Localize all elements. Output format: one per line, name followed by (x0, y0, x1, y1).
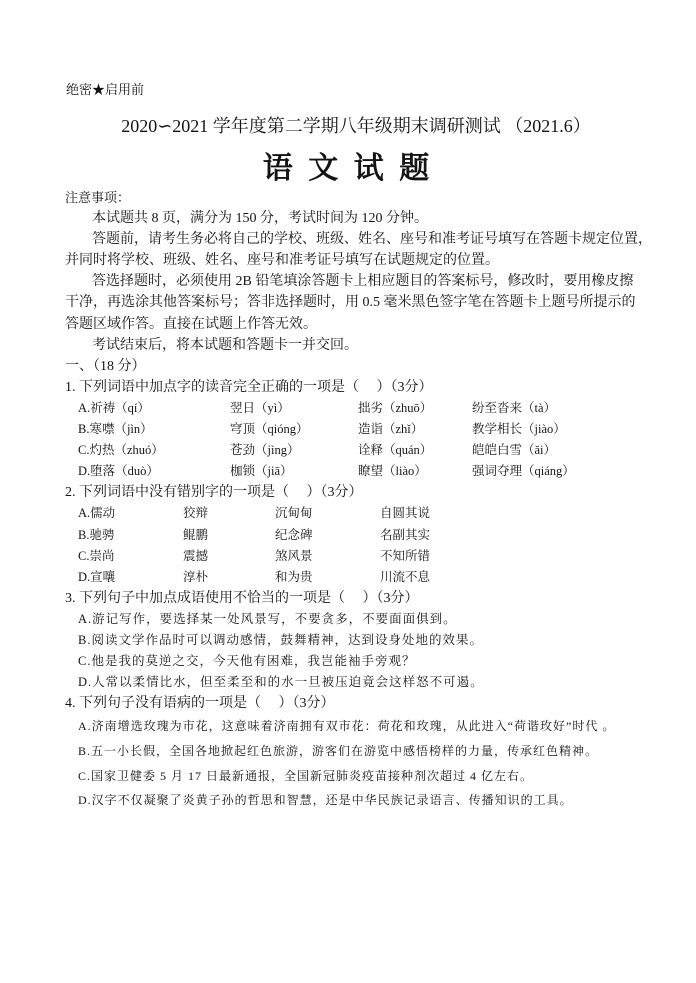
option-word: 和为贵 (275, 569, 313, 584)
option-word: 翌日（yì） (230, 400, 290, 415)
option-word: 瞭望（liào） (358, 464, 427, 479)
option-word: 淳朴 (183, 569, 209, 584)
question-1-option-row (65, 419, 675, 440)
question-3-option: D.人常以柔情比水，但至柔至和的水一旦被压迫竟会这样怒不可遏。 (78, 675, 484, 690)
notice-line: 答题区域作答。直接在试题上作答无效。 (65, 316, 317, 332)
option-word: D.堕落（duò） (78, 464, 159, 479)
option-word: 沉甸甸 (275, 506, 313, 521)
option-word: A.儒动 (78, 506, 116, 521)
subject-title: 语 文 试 题 (262, 152, 434, 185)
option-word: 苍劲（jìng） (230, 443, 300, 458)
option-word: A.祈祷（qí） (78, 400, 150, 415)
question-2-option-row (65, 567, 675, 588)
option-word: 教学相长（jiào） (472, 422, 566, 437)
notice-heading: 注意事项： (65, 190, 131, 205)
section-heading: 一、（18 分） (65, 358, 146, 374)
notice-line: 干净，再选涂其他答案标号；答非选择题时，用 0.5 毫米黑色签字笔在答题卡上题号所提示的 (65, 295, 636, 311)
question-4-option: B.五一小长假，全国各地掀起红色旅游，游客们在游览中感悟榜样的力量，传承红色精神。 (78, 744, 599, 759)
question-4-options (65, 714, 675, 813)
question-4-option: A.济南增选玫瑰为市花，这意味着济南拥有双市花：荷花和玫瑰，从此进入“荷谐玫好”时代 。 (78, 719, 616, 734)
notice-line: 答题前，请考生务必将自己的学校、班级、姓名、座号和准考证号填写在答题卡规定位置， (92, 232, 652, 248)
option-word: 纷至沓来（tà） (472, 400, 557, 415)
question-4-stem: 4. 下列句子没有语病的一项是（ ）（3分） (65, 696, 335, 712)
question-2-option-row (65, 525, 675, 546)
option-word: 鲲鹏 (183, 527, 209, 542)
question-3-option: A.游记写作，要选择某一处风景写，不要贪多，不要面面俱到。 (78, 611, 457, 626)
notice-line: 并同时将学校、班级、姓名、座号和准考证号填写在试题规定的位置。 (65, 253, 499, 269)
question-3-option: C.他是我的莫逆之交，今天他有困难，我岂能袖手旁观？ (78, 654, 416, 669)
option-word: 造诣（zhǐ） (358, 422, 424, 437)
option-word: 皑皑白雪（ǎi） (472, 443, 557, 458)
question-4-option: C.国家卫健委 5 月 17 日最新通报，全国新冠肺炎疫苗接种剂次超过 4 亿左右。 (78, 768, 534, 783)
option-word: 名副其实 (380, 527, 431, 542)
option-word: 纪念碑 (275, 527, 313, 542)
question-4-option: D.汉字不仅凝聚了炎黄子孙的哲思和智慧，还是中华民族记录语言、传播知识的工具。 (78, 793, 573, 808)
option-word: B.驰骋 (78, 527, 115, 542)
option-word: C.崇尚 (78, 548, 115, 563)
notice-line: 本试题共 8 页，满分为 150 分，考试时间为 120 分钟。 (92, 211, 428, 227)
question-1-option-row (65, 440, 675, 461)
option-word: 穹顶（qióng） (230, 422, 309, 437)
confidential-mark: 绝密★启用前 (66, 82, 145, 97)
option-word: 川流不息 (380, 569, 431, 584)
option-word: 狡辩 (183, 506, 209, 521)
exam-body (65, 187, 675, 813)
question-3-option: B.阅读文学作品时可以调动感情，鼓舞精神，达到设身处地的效果。 (78, 632, 483, 647)
option-word: 不知所错 (380, 548, 431, 563)
question-2-option-row (65, 546, 675, 567)
question-2-stem: 2. 下列词语中没有错别字的一项是（ ）（3分） (65, 485, 363, 501)
question-1-option-row (65, 461, 675, 482)
option-word: 震撼 (183, 548, 209, 563)
option-word: 强词夺理（qiáng） (472, 464, 575, 479)
option-word: 自圆其说 (380, 506, 431, 521)
option-word: 诠释（quán） (358, 443, 433, 458)
option-word: 拙劣（zhuō） (358, 400, 433, 415)
option-word: B.寒噤（jìn） (78, 422, 153, 437)
question-1-option-row (65, 398, 675, 419)
option-word: 枷锁（jiā） (230, 464, 293, 479)
question-1-stem: 1. 下列词语中加点字的读音完全正确的一项是（ ）（3分） (65, 379, 433, 395)
exam-title: 2020∽2021 学年度第二学期八年级期末调研测试 （2021.6） (121, 116, 591, 136)
option-word: 煞风景 (275, 548, 313, 563)
question-3-stem: 3. 下列句子中加点成语使用不恰当的一项是（ ）（3分） (65, 590, 419, 606)
option-word: D.宣嚷 (78, 569, 116, 584)
question-2-option-row (65, 503, 675, 524)
notice-line: 考试结束后，将本试题和答题卡一并交回。 (92, 337, 358, 353)
notice-line: 答选择题时，必须使用 2B 铅笔填涂答题卡上相应题目的答案标号，修改时，要用橡皮擦 (92, 274, 634, 290)
option-word: C.灼热（zhuó） (78, 443, 164, 458)
